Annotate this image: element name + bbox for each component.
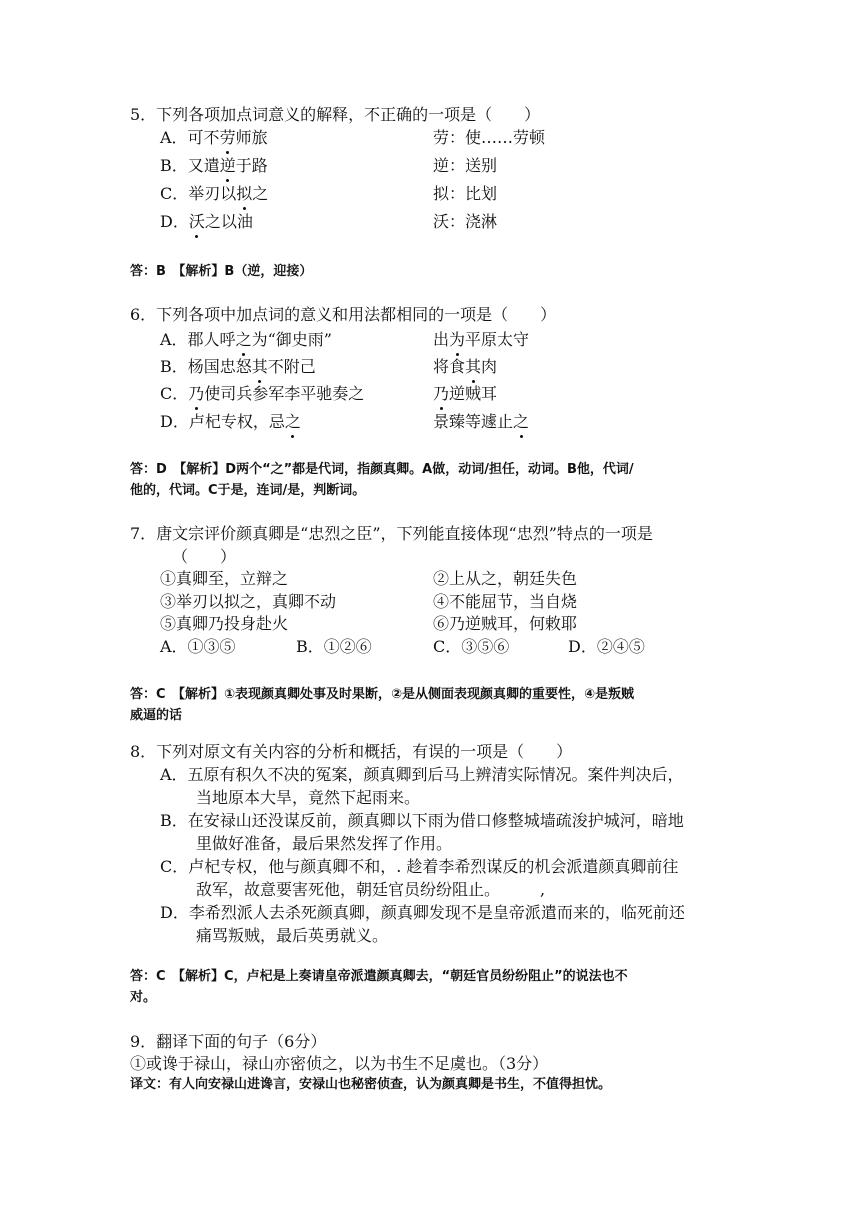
q6-answer-line2: 他的，代词。C于是，连词/是，判断词。	[130, 483, 366, 498]
q5-gloss-c: 拟：比划	[433, 184, 498, 203]
q9-sentence: ①或谗于禄山，禄山亦密侦之，以为书生不足虞也。（3分）	[130, 1054, 549, 1073]
q8-option-d-line2: 痛骂叛贼，最后英勇就义。	[196, 926, 389, 945]
q5-answer: 答：B 【解析】B（逆，迎接）	[130, 264, 313, 279]
q8-option-b-line1: B．在安禄山还没谋反前，颜真卿以下雨为借口修整城墙疏浚护城河，暗地	[160, 811, 684, 830]
q7-stem-line1: 7．唐文宗评价颜真卿是“忠烈之臣”，下列能直接体现“忠烈”特点的一项是	[130, 524, 653, 543]
q8-option-a-line1: A．五原有积久不决的冤案，颜真卿到后马上辨清实际情况。案件判决后，	[160, 765, 684, 784]
q8-stem: 8．下列对原文有关内容的分析和概括，有误的一项是（ ）	[130, 742, 573, 761]
q5-stem: 5．下列各项加点词意义的解释，不正确的一项是（ ）	[130, 105, 541, 124]
q9-translation: 译文：有人向安禄山进谗言，安禄山也秘密侦查，认为颜真卿是书生，不值得担忧。	[130, 1077, 612, 1092]
q7-item-3: ③举刃以拟之，真卿不动	[160, 592, 337, 611]
q5-option-c: C．举刃以拟之	[160, 184, 269, 203]
q5-gloss-b: 逆：送别	[433, 156, 498, 175]
q6-option-c-right: 乃逆贼耳	[433, 384, 498, 403]
q8-option-a-line2: 当地原本大旱，竟然下起雨来。	[196, 788, 421, 807]
q8-answer-line1: 答：C 【解析】C，卢杞是上奏请皇帝派遣颜真卿去，“朝廷官员纷纷阻止”的说法也不	[130, 969, 628, 984]
q6-option-b-right: 将食其肉	[433, 357, 498, 376]
q6-stem: 6．下列各项中加点词的意义和用法都相同的一项是（ ）	[130, 305, 557, 324]
q6-option-a-left: A．郡人呼之为“御史雨”	[160, 330, 332, 349]
q8-option-b-line2: 里做好准备，最后果然发挥了作用。	[196, 834, 453, 853]
q7-answer-line1: 答：C 【解析】①表现颜真卿处事及时果断，②是从侧面表现颜真卿的重要性，④是叛贼	[130, 687, 635, 702]
q8-option-d-line1: D．李希烈派人去杀死颜真卿，颜真卿发现不是皇帝派遣而来的，临死前还	[160, 903, 685, 922]
q5-option-a: A．可不劳师旅	[160, 128, 268, 147]
q6-option-c-left: C．乃使司兵参军李平驰奏之	[160, 384, 365, 403]
q7-item-5: ⑤真卿乃投身赴火	[160, 614, 289, 633]
q7-choice-a: A．①③⑤	[160, 637, 236, 656]
q6-option-a-right: 出为平原太守	[433, 330, 530, 349]
q8-option-c-line1: C．卢杞专权，他与颜真卿不和，. 趁着李希烈谋反的机会派遣颜真卿前往	[160, 857, 679, 876]
q8-answer-line2: 对。	[130, 990, 157, 1005]
q7-choice-d: D．②④⑤	[568, 637, 645, 656]
q5-gloss-a: 劳：使……劳顿	[433, 128, 546, 147]
q6-option-d-left: D．卢杞专权，忌之	[160, 412, 301, 431]
q7-item-4: ④不能屈节，当自烧	[433, 592, 578, 611]
q5-option-b: B．又遣逆于路	[160, 156, 268, 175]
q6-option-b-left: B．杨国忠怒其不附己	[160, 357, 316, 376]
q7-item-1: ①真卿至，立辩之	[160, 569, 289, 588]
q9-stem: 9．翻译下面的句子（6分）	[130, 1032, 327, 1051]
q7-item-6: ⑥乃逆贼耳，何敕耶	[433, 614, 578, 633]
q8-option-c-line2: 敌军，故意要害死他，朝廷官员纷纷阻止。 ,	[196, 880, 546, 899]
q6-answer-line1: 答：D 【解析】D两个“之”都是代词，指颜真卿。A做，动词/担任，动词。B他，代词/	[130, 462, 634, 477]
q5-option-d: D．沃之以油	[160, 212, 253, 231]
q7-choice-c: C．③⑤⑥	[433, 637, 510, 656]
q7-choice-b: B．①②⑥	[296, 637, 372, 656]
q7-answer-line2: 威逼的话	[130, 708, 183, 723]
q7-stem-line2: （ ）	[172, 547, 237, 566]
q5-gloss-d: 沃：浇淋	[433, 212, 498, 231]
q6-option-d-right: 景臻等遽止之	[433, 412, 530, 431]
q7-item-2: ②上从之，朝廷失色	[433, 569, 578, 588]
